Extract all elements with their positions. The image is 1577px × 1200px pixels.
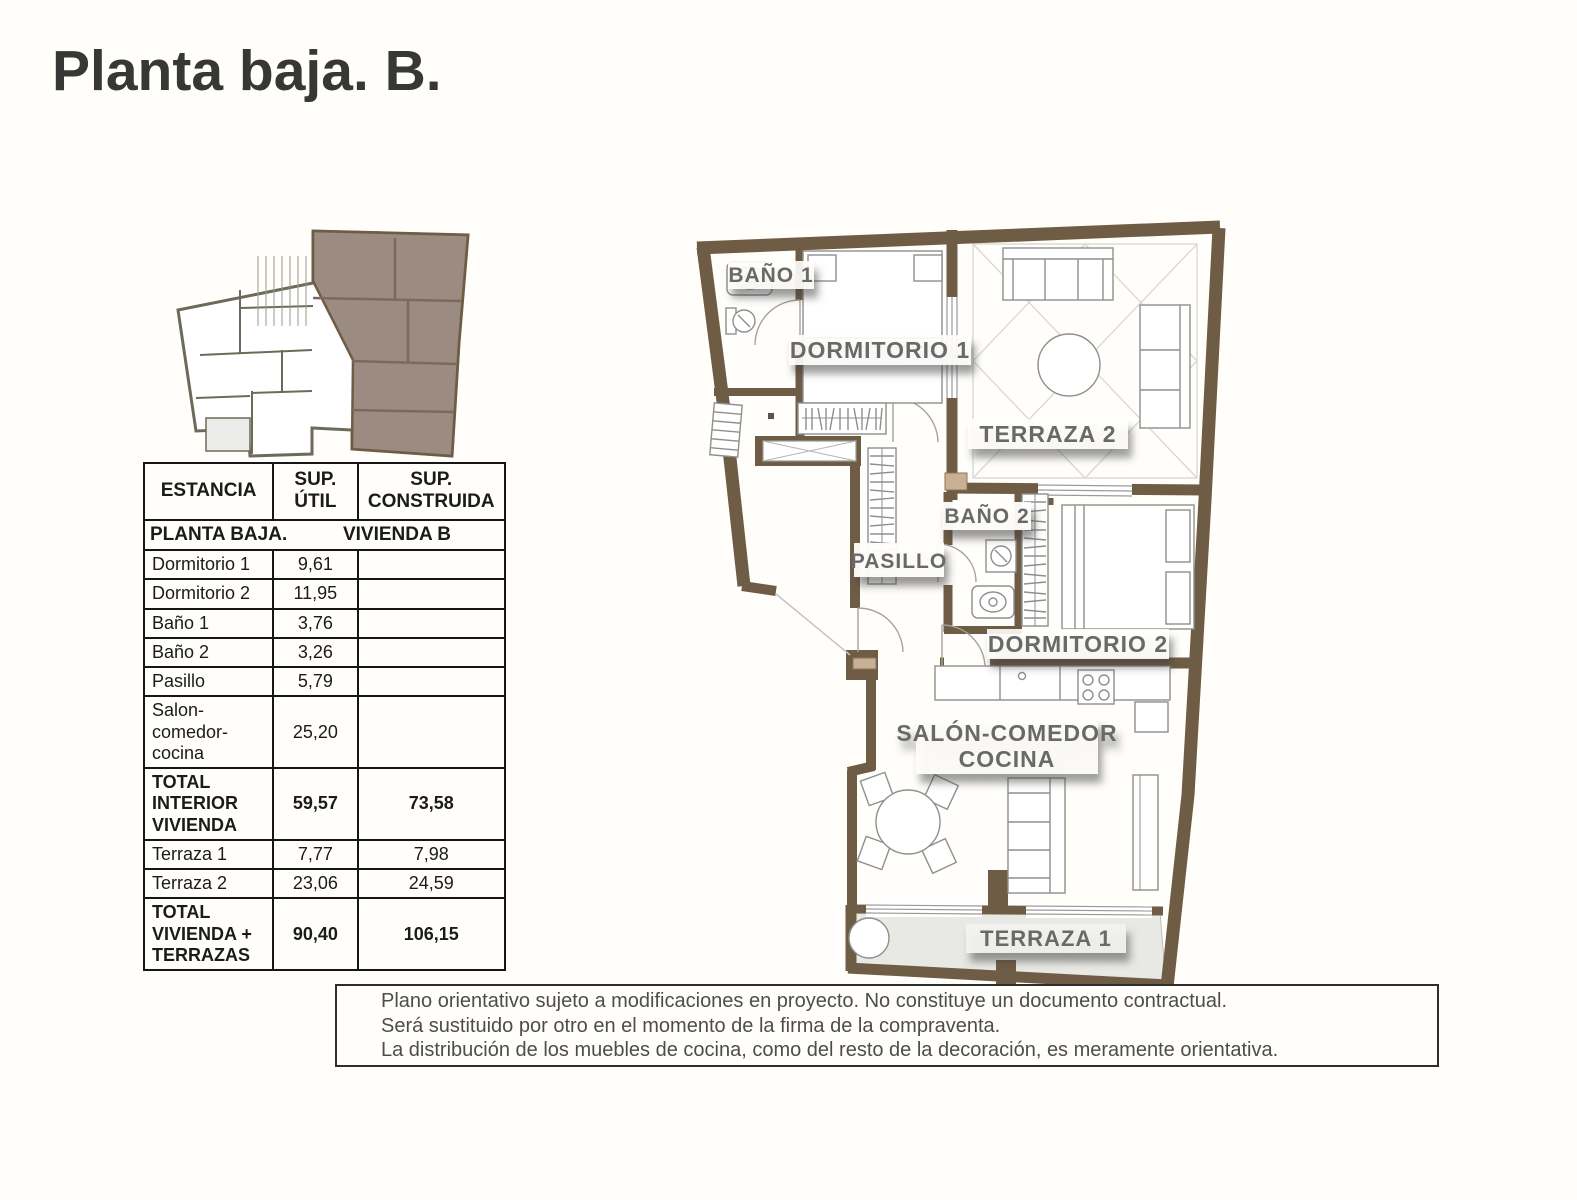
row-built xyxy=(358,609,506,638)
row-name: Dormitorio 2 xyxy=(144,579,273,608)
svg-text:COCINA: COCINA xyxy=(958,746,1056,772)
window-shelf-x xyxy=(763,441,856,461)
row-name: TOTAL INTERIOR VIVIENDA xyxy=(144,768,273,840)
radiator xyxy=(710,403,742,457)
row-built: 106,15 xyxy=(358,898,506,970)
svg-text:BAÑO 2: BAÑO 2 xyxy=(944,505,1030,528)
disclaimer-line-2: Será sustituido por otro en el momento de la firma de la compraventa. xyxy=(381,1014,1001,1037)
cabinet-salon xyxy=(1133,775,1158,890)
table-row-total-interior xyxy=(144,768,505,840)
area-table xyxy=(143,462,506,971)
row-util: 90,40 xyxy=(273,898,357,970)
kitchen-appliance xyxy=(1135,702,1168,732)
table-row xyxy=(144,550,505,579)
table-row xyxy=(144,638,505,667)
window-terraza2-south xyxy=(1038,482,1132,498)
wall-accent xyxy=(853,658,876,669)
table-row xyxy=(144,696,505,768)
sofa-salon xyxy=(1008,778,1065,893)
svg-text:DORMITORIO 1: DORMITORIO 1 xyxy=(789,337,971,363)
svg-text:TERRAZA 2: TERRAZA 2 xyxy=(979,421,1117,447)
label-dormitorio2 xyxy=(987,629,1169,659)
svg-text:DORMITORIO 2: DORMITORIO 2 xyxy=(987,631,1169,657)
row-util: 7,77 xyxy=(273,840,357,869)
dining-set xyxy=(857,772,958,873)
table-header-row xyxy=(144,463,505,520)
toilet-bano2 xyxy=(972,586,1014,618)
page-title: Planta baja. B. xyxy=(52,39,442,103)
kitchen-hob xyxy=(1078,670,1114,704)
row-util: 9,61 xyxy=(273,550,357,579)
row-util: 5,79 xyxy=(273,667,357,696)
row-name: Dormitorio 1 xyxy=(144,550,273,579)
label-dormitorio1 xyxy=(789,335,971,365)
label-salon xyxy=(896,718,1117,774)
bed-dormitorio2 xyxy=(1062,505,1194,629)
window-salon-terraza1-left xyxy=(866,902,982,917)
svg-text:BAÑO 1: BAÑO 1 xyxy=(728,264,814,287)
label-bano2 xyxy=(943,502,1031,530)
row-util: 25,20 xyxy=(273,696,357,768)
key-plan-footprint xyxy=(178,231,468,456)
row-name: Pasillo xyxy=(144,667,273,696)
row-built: 24,59 xyxy=(358,869,506,898)
section-planta: PLANTA BAJA. xyxy=(150,523,288,545)
door-dorm1-pasillo xyxy=(893,398,938,442)
header-estancia: ESTANCIA xyxy=(144,463,273,520)
row-util: 59,57 xyxy=(273,768,357,840)
wall-accent xyxy=(945,473,967,490)
section-vivienda: VIVIENDA B xyxy=(342,523,451,545)
shower-mark xyxy=(768,413,774,419)
table-section-row xyxy=(144,520,505,550)
boundary-line xyxy=(776,594,850,655)
table-terraza2 xyxy=(1038,334,1100,396)
disclaimer-box xyxy=(335,984,1439,1067)
main-floor-plan xyxy=(680,208,1325,1003)
kitchen-sink xyxy=(1019,673,1026,680)
row-util: 3,76 xyxy=(273,609,357,638)
key-plan xyxy=(172,220,512,470)
row-util: 23,06 xyxy=(273,869,357,898)
label-terraza2 xyxy=(968,419,1128,449)
table-row xyxy=(144,609,505,638)
disclaimer-line-1: Plano orientativo sujeto a modificaciones en proyecto. No constituye un documento contractual. xyxy=(381,990,1228,1012)
dining-table xyxy=(876,790,940,854)
label-bano1 xyxy=(728,261,814,289)
table-row xyxy=(144,667,505,696)
row-name: Terraza 1 xyxy=(144,840,273,869)
row-name: Terraza 2 xyxy=(144,869,273,898)
bed-dormitorio1 xyxy=(803,251,942,403)
table-row xyxy=(144,869,505,898)
svg-text:PASILLO: PASILLO xyxy=(850,550,948,573)
table-row xyxy=(144,579,505,608)
row-util: 3,26 xyxy=(273,638,357,667)
row-name: Baño 2 xyxy=(144,638,273,667)
row-built xyxy=(358,638,506,667)
key-plan-terrace xyxy=(206,418,250,451)
disclaimer-line-3: La distribución de los muebles de cocina, como del resto de la decoración, es meramente orientativa. xyxy=(381,1039,1279,1061)
sink-bano2 xyxy=(986,540,1016,572)
sofa-terraza2 xyxy=(1003,248,1113,300)
label-terraza1 xyxy=(966,924,1126,953)
row-name: Baño 1 xyxy=(144,609,273,638)
row-built xyxy=(358,550,506,579)
bench-terraza2 xyxy=(1140,305,1190,428)
table-row-total-vivienda xyxy=(144,898,505,970)
svg-text:TERRAZA 1: TERRAZA 1 xyxy=(980,926,1112,951)
header-sup-util: SUP. ÚTIL xyxy=(273,463,357,520)
sink-bano1 xyxy=(726,308,755,334)
row-built xyxy=(358,696,506,768)
door-entry xyxy=(858,608,903,652)
window-salon-terraza1-right xyxy=(1026,903,1152,918)
row-built: 7,98 xyxy=(358,840,506,869)
svg-text:SALÓN-COMEDOR: SALÓN-COMEDOR xyxy=(896,720,1118,746)
row-name: Salon-comedor-cocina xyxy=(144,696,273,768)
wardrobe-dormitorio1 xyxy=(798,403,886,434)
row-name: TOTAL VIVIENDA + TERRAZAS xyxy=(144,898,273,970)
row-built: 73,58 xyxy=(358,768,506,840)
header-sup-construida: SUP. CONSTRUIDA xyxy=(358,463,506,520)
terraza1-planter xyxy=(849,918,889,958)
row-built xyxy=(358,667,506,696)
row-built xyxy=(358,579,506,608)
label-pasillo xyxy=(851,543,947,577)
row-util: 11,95 xyxy=(273,579,357,608)
table-row xyxy=(144,840,505,869)
